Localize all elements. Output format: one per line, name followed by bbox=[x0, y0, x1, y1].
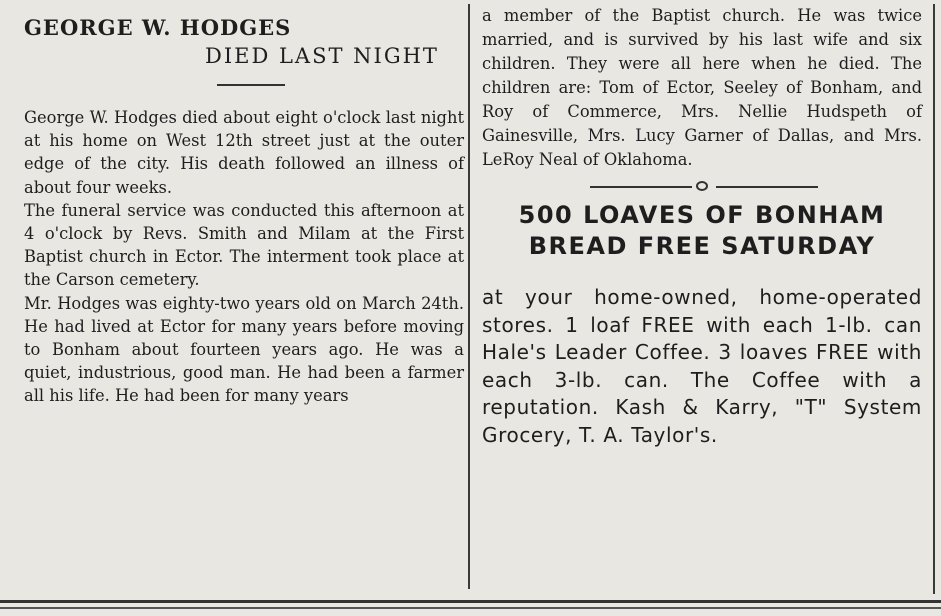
obituary-headline-line1: GEORGE W. HODGES bbox=[24, 15, 292, 40]
ad-headline bbox=[482, 200, 922, 262]
bottom-rule bbox=[0, 600, 941, 603]
obituary-headline-line2: DIED LAST NIGHT bbox=[205, 44, 439, 68]
column-divider bbox=[468, 4, 470, 589]
right-edge-rule bbox=[933, 4, 935, 594]
ad-headline-line2: BREAD FREE SATURDAY bbox=[528, 232, 876, 260]
right-column bbox=[482, 4, 922, 449]
obituary-column bbox=[24, 14, 464, 408]
obituary-continuation: a member of the Baptist church. He was twice married, and is survived by his last wife and six children. They were all here when he died. The children are: Tom of Ector, Seeley of Bonham, and Roy of Commerce, Mrs. Nellie Hudspeth of Gainesville, Mrs. Lucy Garner of Dallas, and Mrs. LeRoy Neal of Oklahoma. bbox=[482, 6, 922, 169]
bottom-rule-secondary bbox=[0, 607, 941, 609]
headline-divider bbox=[217, 84, 285, 86]
obituary-paragraph-3: Mr. Hodges was eighty-two years old on March 24th. He had lived at Ector for many years before moving to Bonham about fourteen years ago. He was a quiet, industrious, good man. He had been a farmer all his life. He had been for many years bbox=[24, 293, 464, 406]
ad-body: at your home-owned, home-operated stores. 1 loaf FREE with each 1-lb. can Hale's Leader Coffee. 3 loaves FREE with each 3-lb. can. The Coffee with a reputation. Kash & Karry, "T" System Grocery, T. A. Taylor's. bbox=[482, 285, 922, 447]
obituary-paragraph-1: George W. Hodges died about eight o'clock last night at his home on West 12th street just at the outer edge of the city. His death followed an illness of about four weeks. bbox=[24, 108, 464, 197]
obituary-paragraph-2: The funeral service was conducted this afternoon at 4 o'clock by Revs. Smith and Milam at the First Baptist church in Ector. The interment took place at the Carson cemetery. bbox=[24, 200, 464, 290]
ornamental-divider bbox=[590, 180, 818, 194]
ad-headline-line1: 500 LOAVES OF BONHAM bbox=[518, 201, 886, 229]
